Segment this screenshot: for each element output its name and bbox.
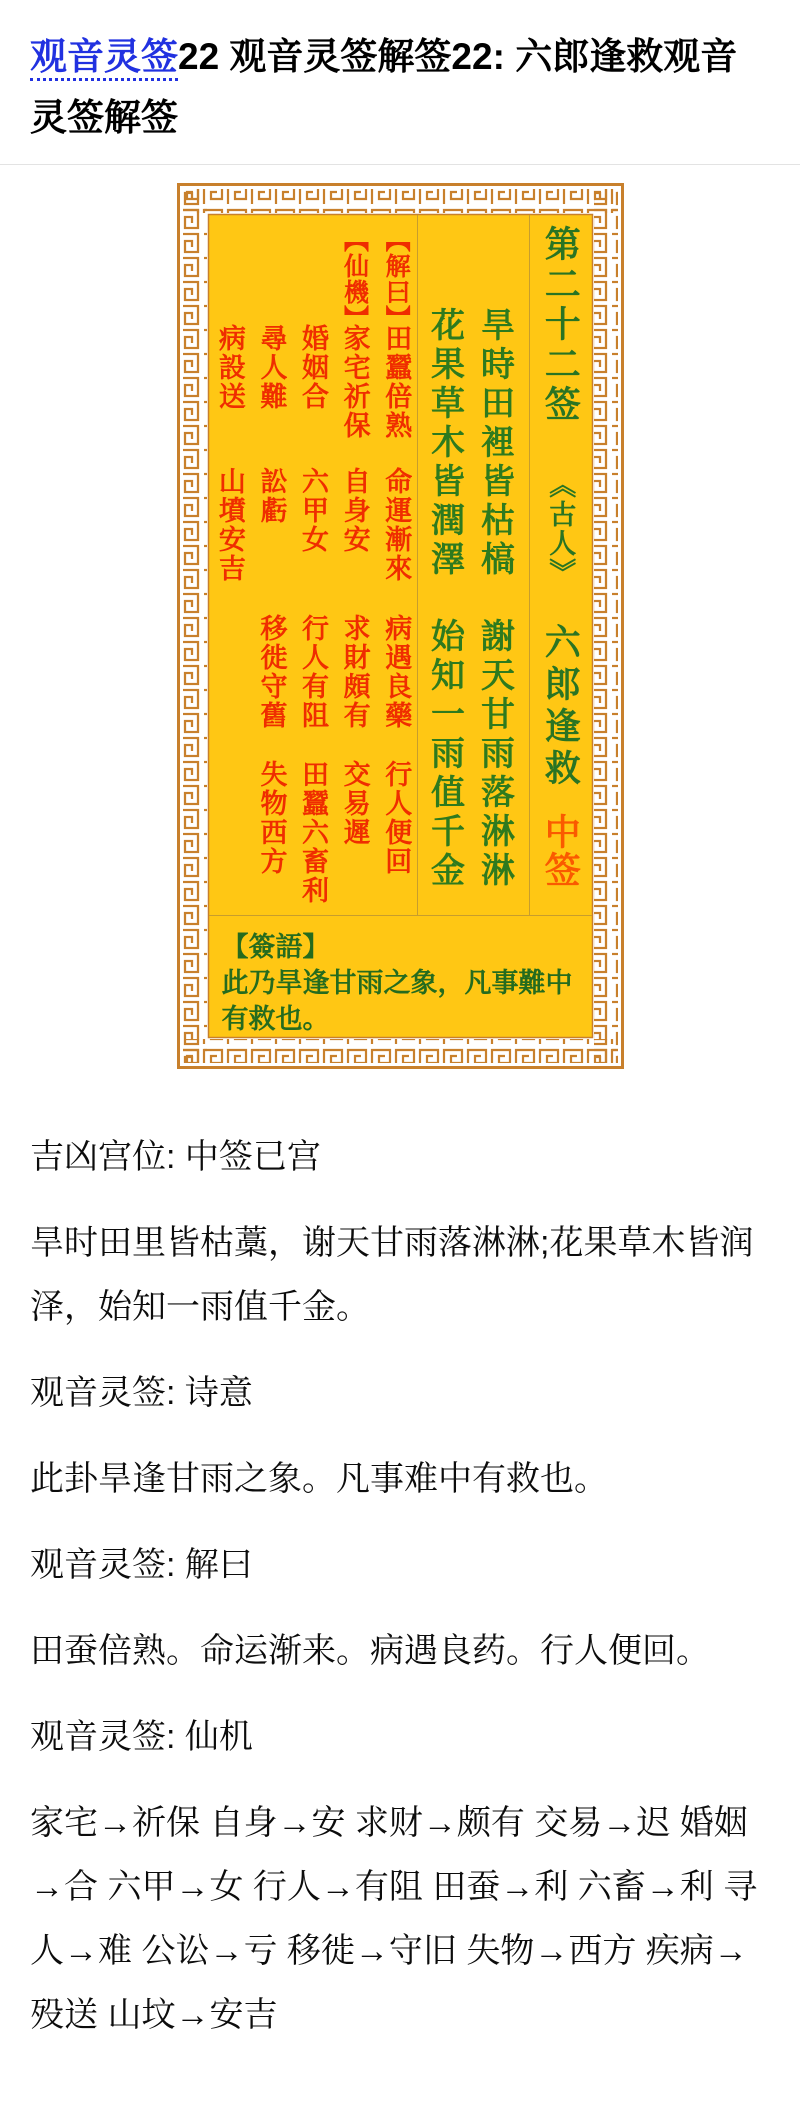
page-title [30,26,770,148]
paragraph-shiyi-label: 观音灵签: 诗意 [30,1374,253,1412]
poem-line-1: 旱時田裡皆枯槁 [475,307,514,580]
red-cell: 交易遲 [339,760,370,847]
sign-title-column [540,215,581,915]
card-body [209,215,592,1037]
poem-column-left [420,307,470,915]
sign-title-panel [530,215,592,915]
red-cell: 訟虧 [256,467,287,525]
red-cell: 行人有阻 [298,614,329,730]
poem-line-2: 花果草木皆潤澤 [425,307,464,580]
xianji-header: 【仙機】 [340,227,369,331]
divider-line [0,164,800,165]
red-cell: 山墳安吉 [214,467,245,583]
sign-grade: 中签 [540,813,582,889]
red-cell: 移徙守舊 [256,614,287,730]
jieyue-header: 【解曰】 [382,227,411,331]
poem-column-right [470,307,520,915]
page-title-text: 22 观音灵签解签22: 六郎逢救观音灵签解签 [30,36,738,138]
guanyin-lingqian-link[interactable]: 观音灵签 [30,36,178,81]
article-content [0,1069,800,2105]
red-cell: 求財頗有 [339,614,370,730]
red-cell: 行人便回 [381,760,412,876]
interpretation-panel [209,215,417,915]
qianyu-section [209,915,592,1037]
red-cell: 失物西方 [256,760,287,876]
red-cell: 自身安 [339,467,370,554]
paragraph-jieyue: 田蚕倍熟。命运渐来。病遇良药。行人便回。 [30,1632,710,1670]
red-cell: 病設送 [214,324,245,411]
paragraph-palace: 吉凶宫位: 中签已宫 [30,1138,321,1176]
red-cell: 命運漸來 [381,467,412,583]
poem-line-4: 始知一雨值千金 [425,618,464,891]
qianyu-text: 此乃旱逢甘雨之象，凡事難中有救也。 [221,968,573,1034]
paragraph-xianji: 家宅→祈保 自身→安 求财→颇有 交易→迟 婚姻→合 六甲→女 行人→有阻 田蚕→利 六畜→利 寻人→难 公讼→亏 移徙→守旧 失物→西方 疾病→殁送 山坟→安吉 [30,1804,758,2034]
paragraph-xianji-label: 观音灵签: 仙机 [30,1718,253,1756]
red-cell: 田蠶倍熟 [381,324,412,440]
red-cell: 田蠶六畜利 [298,760,329,905]
oracle-card [177,183,624,1069]
red-cell: 六甲女 [298,467,329,554]
sign-category: 《古人》 [545,471,576,587]
red-cell: 婚姻合 [298,324,329,411]
qianyu-header: 【簽語】 [221,932,330,962]
red-cell: 家宅祈保 [339,324,370,440]
sign-number: 第二十二签 [540,225,582,425]
paragraph-poem: 旱时田里皆枯藁，谢天甘雨落淋淋;花果草木皆润泽，始知一雨值千金。 [30,1224,754,1326]
paragraph-shiyi: 此卦旱逢甘雨之象。凡事难中有救也。 [30,1460,608,1498]
red-cell: 尋人難 [256,324,287,411]
poem-panel [417,215,530,915]
red-cell: 病遇良藥 [381,614,412,730]
poem-line-3: 謝天甘雨落淋淋 [475,618,514,891]
card-panels [209,215,592,915]
paragraph-jieyue-label: 观音灵签: 解曰 [30,1546,253,1584]
sign-figure: 六郎逢救 [540,623,582,791]
header [0,0,800,148]
